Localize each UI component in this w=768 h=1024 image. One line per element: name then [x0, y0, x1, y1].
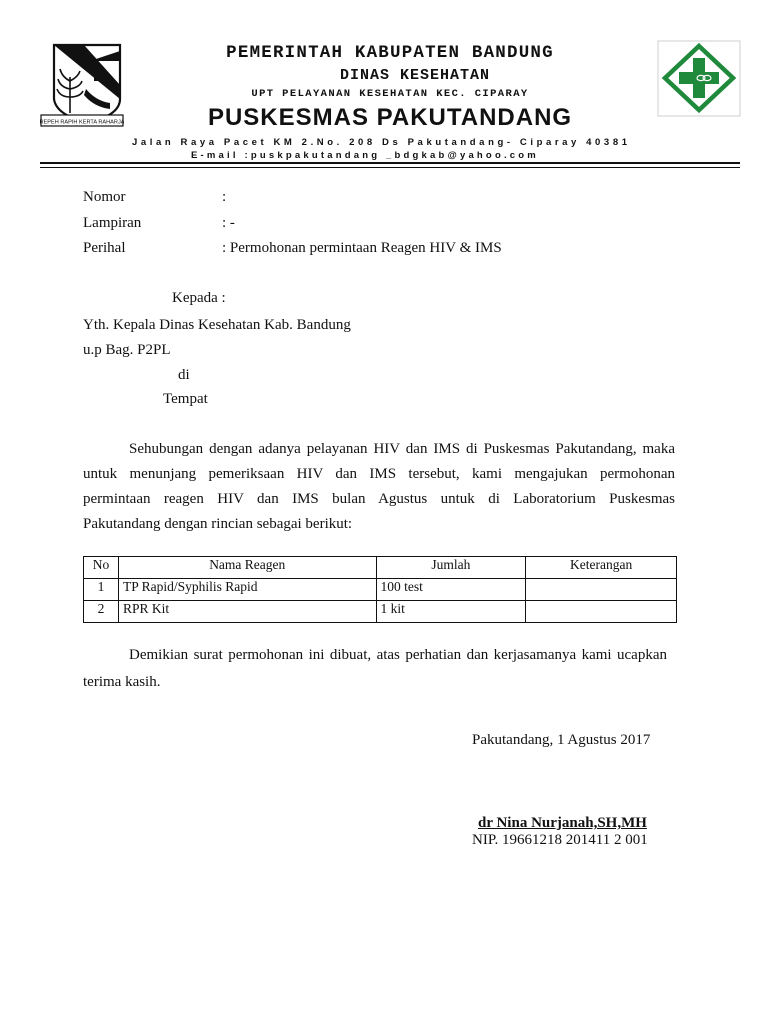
table-cell-keterangan — [526, 579, 677, 601]
table-header-row — [84, 557, 677, 579]
lampiran-label: Lampiran — [83, 215, 142, 231]
signatory-name: dr Nina Nurjanah,SH,MH — [478, 815, 647, 831]
table-cell-no: 1 — [84, 579, 119, 601]
reagen-table — [83, 556, 677, 623]
paragraph1-line2: untuk menunjang pemeriksaan HIV dan IMS tersebut, kami mengajukan permohonan — [83, 466, 675, 482]
lampiran-value: : - — [222, 215, 235, 231]
table-row — [84, 579, 677, 601]
recipient-di: di — [178, 367, 190, 383]
closing-line2: terima kasih. — [83, 674, 161, 690]
recipient-line2: u.p Bag. P2PL — [83, 342, 171, 358]
header-puskesmas-title: PUSKESMAS PAKUTANDANG — [207, 104, 573, 131]
paragraph1-line1: Sehubungan dengan adanya pelayanan HIV dan IMS di Puskesmas Pakutandang, maka — [129, 441, 675, 457]
table-cell-jumlah: 100 test — [376, 579, 526, 601]
table-cell-keterangan — [526, 601, 677, 623]
perihal-value: : Permohonan permintaan Reagen HIV & IMS — [222, 240, 502, 256]
header-government-title: PEMERINTAH KABUPATEN BANDUNG — [226, 43, 554, 63]
table-cell-no: 2 — [84, 601, 119, 623]
header-email: E-mail :puskpakutandang _bdgkab@yahoo.com — [191, 150, 539, 161]
header-department-title: DINAS KESEHATAN — [339, 67, 491, 84]
header-rule-thin — [40, 167, 740, 168]
place-date: Pakutandang, 1 Agustus 2017 — [472, 732, 651, 748]
table-cell-jumlah: 1 kit — [376, 601, 526, 623]
table-header-nama-reagen: Nama Reagen — [118, 557, 376, 579]
table-cell-nama-reagen: RPR Kit — [118, 601, 376, 623]
header-unit-title: UPT PELAYANAN KESEHATAN KEC. CIPARAY — [251, 88, 529, 100]
header-address: Jalan Raya Pacet KM 2.No. 208 Ds Pakutandang- Ciparay 40381 — [132, 137, 631, 148]
perihal-label: Perihal — [83, 240, 126, 256]
bandung-regency-emblem-icon — [40, 41, 124, 131]
closing-line1: Demikian surat permohonan ini dibuat, atas perhatian dan kerjasamanya kami ucapkan — [129, 647, 667, 663]
puskesmas-cross-icon — [657, 40, 741, 117]
emblem-motto: REPEH RAPIH KERTA RAHARJA — [40, 119, 124, 126]
table-header-keterangan: Keterangan — [526, 557, 677, 579]
nomor-label: Nomor — [83, 189, 126, 205]
kepada-label: Kepada : — [172, 290, 226, 306]
nomor-value: : — [222, 189, 227, 205]
table-cell-nama-reagen: TP Rapid/Syphilis Rapid — [118, 579, 376, 601]
recipient-line1: Yth. Kepala Dinas Kesehatan Kab. Bandung — [83, 317, 351, 333]
table-header-jumlah: Jumlah — [376, 557, 526, 579]
table-row — [84, 601, 677, 623]
table-header-no: No — [84, 557, 119, 579]
recipient-tempat: Tempat — [163, 391, 208, 407]
signatory-nip: NIP. 19661218 201411 2 001 — [472, 832, 648, 848]
paragraph1-line3: permintaan reagen HIV dan IMS bulan Agustus untuk di Laboratorium Puskesmas — [83, 491, 675, 507]
paragraph1-line4: Pakutandang dengan rincian sebagai berikut: — [83, 516, 353, 532]
header-rule-thick — [40, 162, 740, 164]
